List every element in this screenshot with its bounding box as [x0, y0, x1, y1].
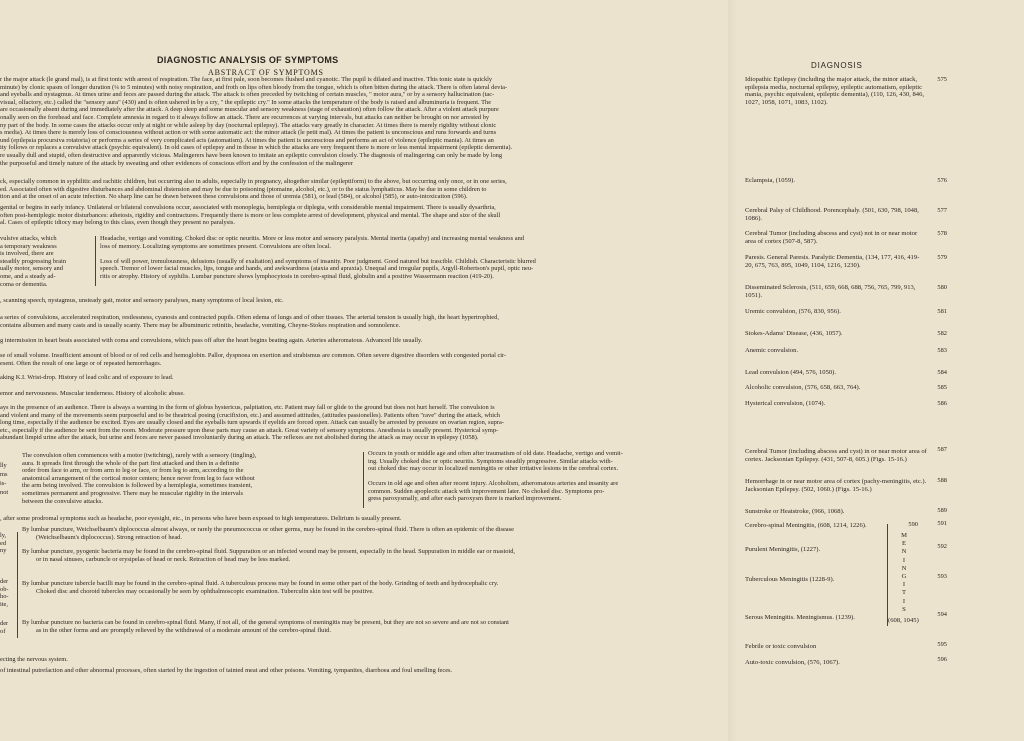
meningitis-tuberculous [22, 580, 734, 595]
eclampsia-paragraph [0, 178, 734, 201]
diagnosis-577: Cerebral Palsy of Childhood. Porencephaly. (501, 630, 798, 1048, 1086). [745, 207, 919, 222]
text-line: By lumbar puncture, pyogenic bacteria may be found in the cerebro-spinal fluid. Suppuration or an infected wound may be present, especially in the head. Suppuration in middle ear or mastoid, [22, 548, 515, 555]
epilepsy-paragraph [0, 76, 734, 167]
diagnosis-584: Lead convulsion (494, 576, 1050). [745, 369, 837, 376]
section-number: 578 [937, 230, 947, 237]
meningitis-margin-a [0, 532, 14, 555]
text-line: anatomical arrangement of the cortical motor centers; hence never from leg to face without [22, 474, 255, 482]
text-line: is involved, there are [0, 250, 54, 258]
letter: T [901, 589, 907, 597]
text-line: ed [0, 539, 7, 547]
text-line: etc., especially if the audience be sent from the room. Moderate pressure upon these parts may cause an attack. Great variety of sensory symptoms. Anesthesia is usually present. Hysterical symp- [0, 426, 499, 434]
meningitis-cerebrospinal [22, 526, 734, 541]
diagnosis-581: Uremic convulsion, (576, 830, 956). [745, 308, 841, 315]
text-line: tion and at the onset of an acute infection. No sharp line can be drawn between these convulsions and those of uremia (581), or lead (584), or alcohol (585), or auto-intoxication (596). [0, 193, 468, 201]
text-line: der [0, 620, 9, 627]
text-line: a temporary weakness [0, 242, 57, 250]
text-line: ob- [0, 585, 9, 593]
text-line: gress paroxysmally, and after each paroxysm there is marked improvement. [368, 495, 562, 503]
diagnosis-575: Idiopathic Epilepsy (including the major attack, the minor attack, epilepsia media, nocturnal epilepsy, epileptic automatism, epileptic mania, psychic equivalent, epileptic dementia), (110, 126, 430, 846, 1027, 1058, 1071, 1083, 1102). [745, 76, 925, 106]
diagnosis-589: Sunstroke or Heatstroke, (966, 1068). [745, 508, 845, 515]
text-line: abundant limpid urine after the attack, but urine and feces are never passed involuntarily during an attack. The reflexes are not abolished during the attack as may occur in epilepsy (1058). [0, 434, 479, 442]
text-line: Loss of will power, tremulousness, delusions (usually of exaltation) and symptoms of insanity. Poor judgment. Good natured but irascible. Childish. Characteristic blurred [100, 257, 536, 265]
febrile-line: ecting the nervous system. [0, 656, 68, 663]
text-line: a series of convulsions, accelerated respiration, restlessness, cyanosis and contracted pupils. Often edema of lungs and of other tissues. The arterial tension is usually high, the heart hypertrophied, [0, 314, 499, 321]
text-line: out choked disc may occur in localized meningitis or other irritative lesions in the cerebral cortex. [368, 465, 619, 473]
text-line: re usually dull and stupid, often destructive and apparently vicious. Malingerers have been known to imitate an epileptic convulsion closely. The diagnosis of malingering can only be made by long [0, 151, 503, 159]
text-line: ite, [0, 600, 8, 608]
text-line: order from face to arm, or from arm to leg or face, or from leg to arm, according to the [22, 467, 244, 475]
text-line: steadily progressing brain [0, 257, 67, 265]
diagnosis-592: Purulent Meningitis, (1227). [745, 546, 821, 553]
section-number: 594 [937, 611, 947, 618]
left-page-title: DIAGNOSTIC ANALYSIS OF SYMPTOMS [157, 55, 339, 65]
jacksonian-right-tumor [368, 450, 734, 473]
section-number: 595 [937, 641, 947, 648]
letter: N [901, 564, 907, 572]
diagnosis-579: Paresis. General Paresis. Paralytic Dementia, (134, 177, 416, 419-20, 675, 763, 895, 1049, 1104, 1216, 1230). [745, 254, 920, 269]
anemia-paragraph [0, 352, 734, 367]
spacer [100, 250, 734, 258]
diagnosis-576: Eclampsia, (1059). [745, 177, 795, 184]
left-page-subtitle: ABSTRACT OF SYMPTOMS [208, 68, 324, 77]
text-line: By lumbar puncture no bacteria can be found in cerebro-spinal fluid. Many, if not all, of the general symptoms of meningitis may be present, but they are not so severe and are not so constant [22, 619, 509, 626]
alcohol-line: emor and nervousness. Muscular tenderness. History of alcoholic abuse. [0, 390, 185, 397]
diagnosis-586: Hysterical convulsion, (1074). [745, 400, 826, 407]
section-number: 588 [937, 477, 947, 484]
meningitis-margin-b [0, 578, 14, 608]
text-line: onally seen on the forehead and face. Complete amnesia in regard to it always follow an attack. There are recurrences at varying intervals, but attacks can neither be brought on nor arrested by [0, 113, 490, 121]
jacksonian-margin [0, 461, 14, 497]
text-line: ck, especially common in syphilitic and rachitic children, but occurring also in adults, especially in pregnancy, altogether similar (epileptiform) to the above, but occurring only once, or in one series, [0, 178, 507, 185]
sclerosis-line: , scanning speech, nystagmus, unsteady gait, motor and sensory paralyses, many symptoms of local lesion, etc. [0, 297, 284, 304]
section-number: 596 [937, 656, 947, 663]
section-number: 592 [937, 543, 947, 550]
text-line: Occurs in youth or middle age and often after traumatism of old date. Headache, vertigo and vomit- [368, 450, 623, 457]
text-line: contains albumen and many casts and is usually scanty. There may be albuminuric retinitis, headache, vomiting, Cheyne-Stokes respiration and somnolence. [0, 321, 401, 329]
meningitis-serous [22, 619, 734, 634]
text-line: ny [0, 547, 7, 555]
text-line: loss of memory. Localizing symptoms are sometimes present. Convulsions are often local. [100, 242, 332, 250]
text-line: or in nasal sinuses, carbuncle or erysipelas of head or neck. Retraction of head may be less marked. [36, 555, 291, 563]
text-line: common. Sudden apoplectic attack with improvement later. No choked disc. Symptoms pro- [368, 487, 605, 495]
text-line: aura. It spreads first through the whole of the part first attacked and then in a definite [22, 459, 240, 467]
text-line: ays in the presence of an audience. There is always a warning in the form of globus hystericus, palpitation, etc. Patient may fall or glide to the ground but does not hurt herself. The convulsion is [0, 404, 495, 411]
text-line: ing. Usually choked disc or optic neuritis. Symptoms steadily progressive. Similar attacks with- [368, 457, 613, 465]
diagnosis-593: Tuberculous Meningitis (1228-9). [745, 576, 835, 583]
jacksonian-left [22, 452, 360, 505]
text-line: vulsive attacks, which [0, 235, 57, 242]
meningitis-group-refs: (608, 1045) [888, 617, 919, 624]
text-line: are occasionally absent during and immediately after the attack. A deep sleep and some muscular and sensory weakness (stage of exhaustion) often follow the attack. After a violent attack purpure [0, 106, 499, 114]
stokes-adams-line: g intermission in heart beats associated with coma and convulsions, which pass off after the heart begins beating again. Arteries atheromatous. Advanced life usually. [0, 337, 423, 344]
text-line: By lumbar puncture tubercle bacilli may be found in the cerebro-spinal fluid. A tuberculous process may be found in some other part of the body. Grinding of teeth and hydrocephalic cry. [22, 580, 499, 587]
text-line: as in the other forms and are promptly relieved by the withdrawal of a moderate amount of the cerebro-spinal fluid. [36, 626, 331, 634]
letter: N [901, 548, 907, 556]
section-number: 585 [937, 384, 947, 391]
diagnosis-578: Cerebral Tumor (including abscess and cyst) not in or near motor area of cortex (507-8, 587). [745, 230, 918, 245]
section-number: 575 [937, 76, 947, 83]
text-line: ly, [0, 532, 7, 539]
text-line: often post-hemiplegic motor disturbances: athetosis, rigidity and contractures. Frequently there is more or less complete arrest of development, physical and mental. The shape and size of the skull [0, 211, 501, 219]
section-number: 589 [937, 507, 947, 514]
text-line: der [0, 578, 9, 585]
text-line: esent. Often the result of one large or of repeated hemorrhages. [0, 359, 162, 367]
diagnosis-587: Cerebral Tumor (including abscess and cyst) in or near motor area of cortex. Jacksonian Epilepsy. (431, 507-8, 605.) (Figs. 15-16.) [745, 448, 927, 463]
text-line: ity follows or replaces a convulsive attack (psychic equivalent). In old cases of epilepsy and in those in which the attacks are very frequent there is more or less mental impairment (epileptic dementia). [0, 144, 513, 152]
text-line: minute) by clonic spasm of longer duration (¼ to 5 minutes) with noisy respiration, and froth on lips often bloody from the tongue, which is often bitten during the attack. There is often lateral devia- [0, 83, 508, 91]
section-number: 581 [937, 308, 947, 315]
section-number: 587 [937, 446, 947, 453]
letter: S [902, 605, 906, 613]
text-line: und (epilepsia procursiva rotatoria) or performs a series of very complicated acts (automatism). At times the patient is unconscious and performs an act of violence (epileptic mania). At times an [0, 136, 494, 144]
diagnosis-585: Alcoholic convulsion, (576, 658, 663, 764). [745, 384, 861, 391]
lead-line: aking K.I. Wrist-drop. History of lead colic and of exposure to lead. [0, 374, 174, 381]
text-line: Headache, vertigo and vomiting. Choked disc or optic neuritis. More or less motor and sensory paralysis. Mental inertia (apathy) and increasing mental weakness and [100, 235, 524, 242]
text-line: (Weichselbaum's diplococcus). Strong retraction of head. [36, 533, 182, 541]
meningitis-margin-c [0, 620, 14, 635]
text-line: visual, olfactory, etc.) called the "sensory aura" (430) and is often ushered in by a cry, " the epileptic cry." In some attacks the temperature of the body is raised and albuminuria is frequent. The [0, 98, 492, 106]
letter: I [902, 581, 906, 589]
section-number: 584 [937, 369, 947, 376]
tumor-right-column [100, 235, 734, 281]
diagnosis-596: Auto-toxic convulsion, (576, 1067). [745, 659, 840, 666]
letter: G [901, 573, 907, 581]
text-line: sometimes permanent and progressive. There may be muscular rigidity in the intervals [22, 489, 244, 497]
section-number: 593 [937, 573, 947, 580]
jacksonian-right-hemorrhage [368, 480, 734, 503]
text-line: the purposeful and timely nature of the attack by sweating and other evidences of conscious effort and by the confession of the malingerer [0, 159, 354, 167]
text-line: ome, and a steady ad- [0, 272, 56, 280]
text-line: Occurs in old age and often after recent injury. Alcoholism, atheromatous arteries and insanity are [368, 480, 619, 487]
text-line: ms [0, 471, 8, 478]
section-number: 586 [937, 400, 947, 407]
text-line: genital or begins in early infancy. Unilateral or bilateral convulsions occur, associated with monoplegia, hemiplegia or diplegia, with considerable mental impairment. There is usually dysarthria, [0, 204, 496, 211]
text-line: Choked disc and choroid tubercles may occasionally be seen by ophthalmoscopic examination. Tuberculin skin test will be positive. [36, 587, 374, 595]
text-line: and eyeballs and nystagmus. At times urine and feces are passed during the attack. The attack is often preceded by twitching of certain muscles, " motor aura," or by a sensory hallucination (tac- [0, 91, 495, 99]
diagnosis-595: Febrile or toxic convulsion [745, 643, 817, 650]
text-line: The convulsion often commences with a motor (twitching), rarely with a sensory (tingling), [22, 452, 257, 459]
meningitis-vertical-word [900, 532, 908, 614]
text-line: of [0, 627, 6, 635]
autotoxic-line: of intestinal putrefaction and other abnormal processes, often started by the ingestion of tainted meat and other poisons. Vomiting, tympanites, diarrhoea and foul smelling feces. [0, 667, 453, 674]
right-page-title: DIAGNOSIS [811, 61, 863, 70]
sunstroke-line: , after some prodromal symptoms such as headache, poor eyesight, etc., in persons who have been exposed to high temperatures. Delirium is usually present. [0, 515, 402, 522]
section-number: 576 [937, 177, 947, 184]
diagnosis-582: Stokes-Adams' Disease, (436, 1057). [745, 330, 843, 337]
text-line: s media). At times there is merely loss of consciousness without action or with some automatic act: the minor attack (le petit mal). At times the patient is unconscious and runs forwards and turns [0, 129, 497, 137]
text-line: al. Cases of epileptic idiocy may belong to this class, even though they present no paralysis. [0, 219, 235, 227]
diagnosis-583: Anemic convulsion. [745, 347, 799, 354]
jacksonian-brace [363, 452, 364, 508]
section-number: 580 [937, 284, 947, 291]
diagnosis-580: Disseminated Sclerosis, (511, 659, 668, 688, 756, 765, 799, 913, 1051). [745, 284, 916, 299]
diagnosis-594: Serous Meningitis. Meningismus. (1239). [745, 614, 855, 621]
text-line: ed. Associated often with digestive disturbances and abdominal distension and may be due to poisoning (ptomaine, alcohol, etc.), or to the status lymphaticus. May be due in some children to [0, 185, 487, 193]
tumor-left-column [0, 235, 92, 288]
meningitis-purulent [22, 548, 734, 563]
section-number: 577 [937, 207, 947, 214]
diagnosis-588: Hemorrhage in or near motor area of cortex (pachy-meningitis, etc.). Jacksonian Epilepsy. (502, 1060.) (Figs. 15-16.) [745, 478, 927, 493]
hysteria-paragraph [0, 404, 734, 442]
meningitis-group-brace [886, 524, 888, 626]
cerebral-palsy-paragraph [0, 204, 734, 227]
meningitis-group-number: 590 [908, 521, 918, 528]
text-line: the arm being involved. The convulsion is followed by a hemiplegia, sometimes transient, [22, 482, 253, 490]
letter: I [902, 556, 906, 564]
text-line: ny part of the body. In some cases the attacks occur only at night or while asleep by day (nocturnal epilepsy). The attacks vary greatly in character. At times there is merely rigidity without clonic [0, 121, 497, 129]
text-line: not [0, 489, 9, 496]
text-line: between the convulsive attacks. [22, 497, 103, 505]
section-number: 579 [937, 254, 947, 261]
text-line: is- [0, 480, 7, 487]
text-line: ually motor, sensory and [0, 265, 63, 273]
letter: M [901, 532, 907, 539]
text-line: By lumbar puncture, Weichselbaum's diplococcus almost always, or rarely the pneumococcus or other germs, may be found in the cerebro-spinal fluid. There is often an epidemic of the disease [22, 526, 514, 533]
text-line: ritis or atrophy. History of syphilis. Lumbar puncture shows lymphocytosis in cerebro-spinal fluid, globulin and a positive Wassermann reaction (419-20). [100, 272, 494, 280]
meningitis-brace [17, 532, 18, 638]
text-line: and violent and many of the movements seem purposeful and to be theatrical posing (crucifixion, etc.) and assumed attitudes, (attitudes passionelles). Patients often "rave" during the attack, which [0, 411, 500, 419]
tumor-brace [95, 236, 96, 286]
text-line: long time, especially if the audience be excited. Eyes are usually closed and the eyeballs turn upwards if eyelids are forced open. Attack can usually be arrested by pressure on ovarian region, supra- [0, 419, 504, 427]
section-number: 583 [937, 347, 947, 354]
section-number: 582 [937, 330, 947, 337]
uremia-paragraph [0, 314, 734, 329]
text-line: ho- [0, 593, 9, 601]
diagnosis-591: Cerebro-spinal Meningitis, (608, 1214, 1226). [745, 522, 867, 529]
text-line: lly [0, 462, 7, 469]
letter: E [901, 540, 907, 548]
text-line: speech. Tremor of lower facial muscles, lips, tongue and hands, and awkwardness (ataxia and apraxia). Unequal and irregular pupils, Argyll-Robertson's pupil, optic neu- [100, 265, 534, 273]
letter: I [902, 597, 906, 605]
text-line: coma or dementia. [0, 280, 48, 288]
text-line: se of small volume. Insufficient amount of blood or of red cells and hemoglobin. Pallor, dyspnoea on exertion and strabismus are common. Often severe digestive disorders with congested portal cir- [0, 352, 507, 359]
section-number: 591 [937, 520, 947, 527]
text-line: r the major attack (le grand mal), is at first tonic with arrest of respiration. The face, at first pale, soon becomes flushed and cyanotic. The pupil is dilated and inactive. This tonic state is quickly [0, 76, 493, 83]
